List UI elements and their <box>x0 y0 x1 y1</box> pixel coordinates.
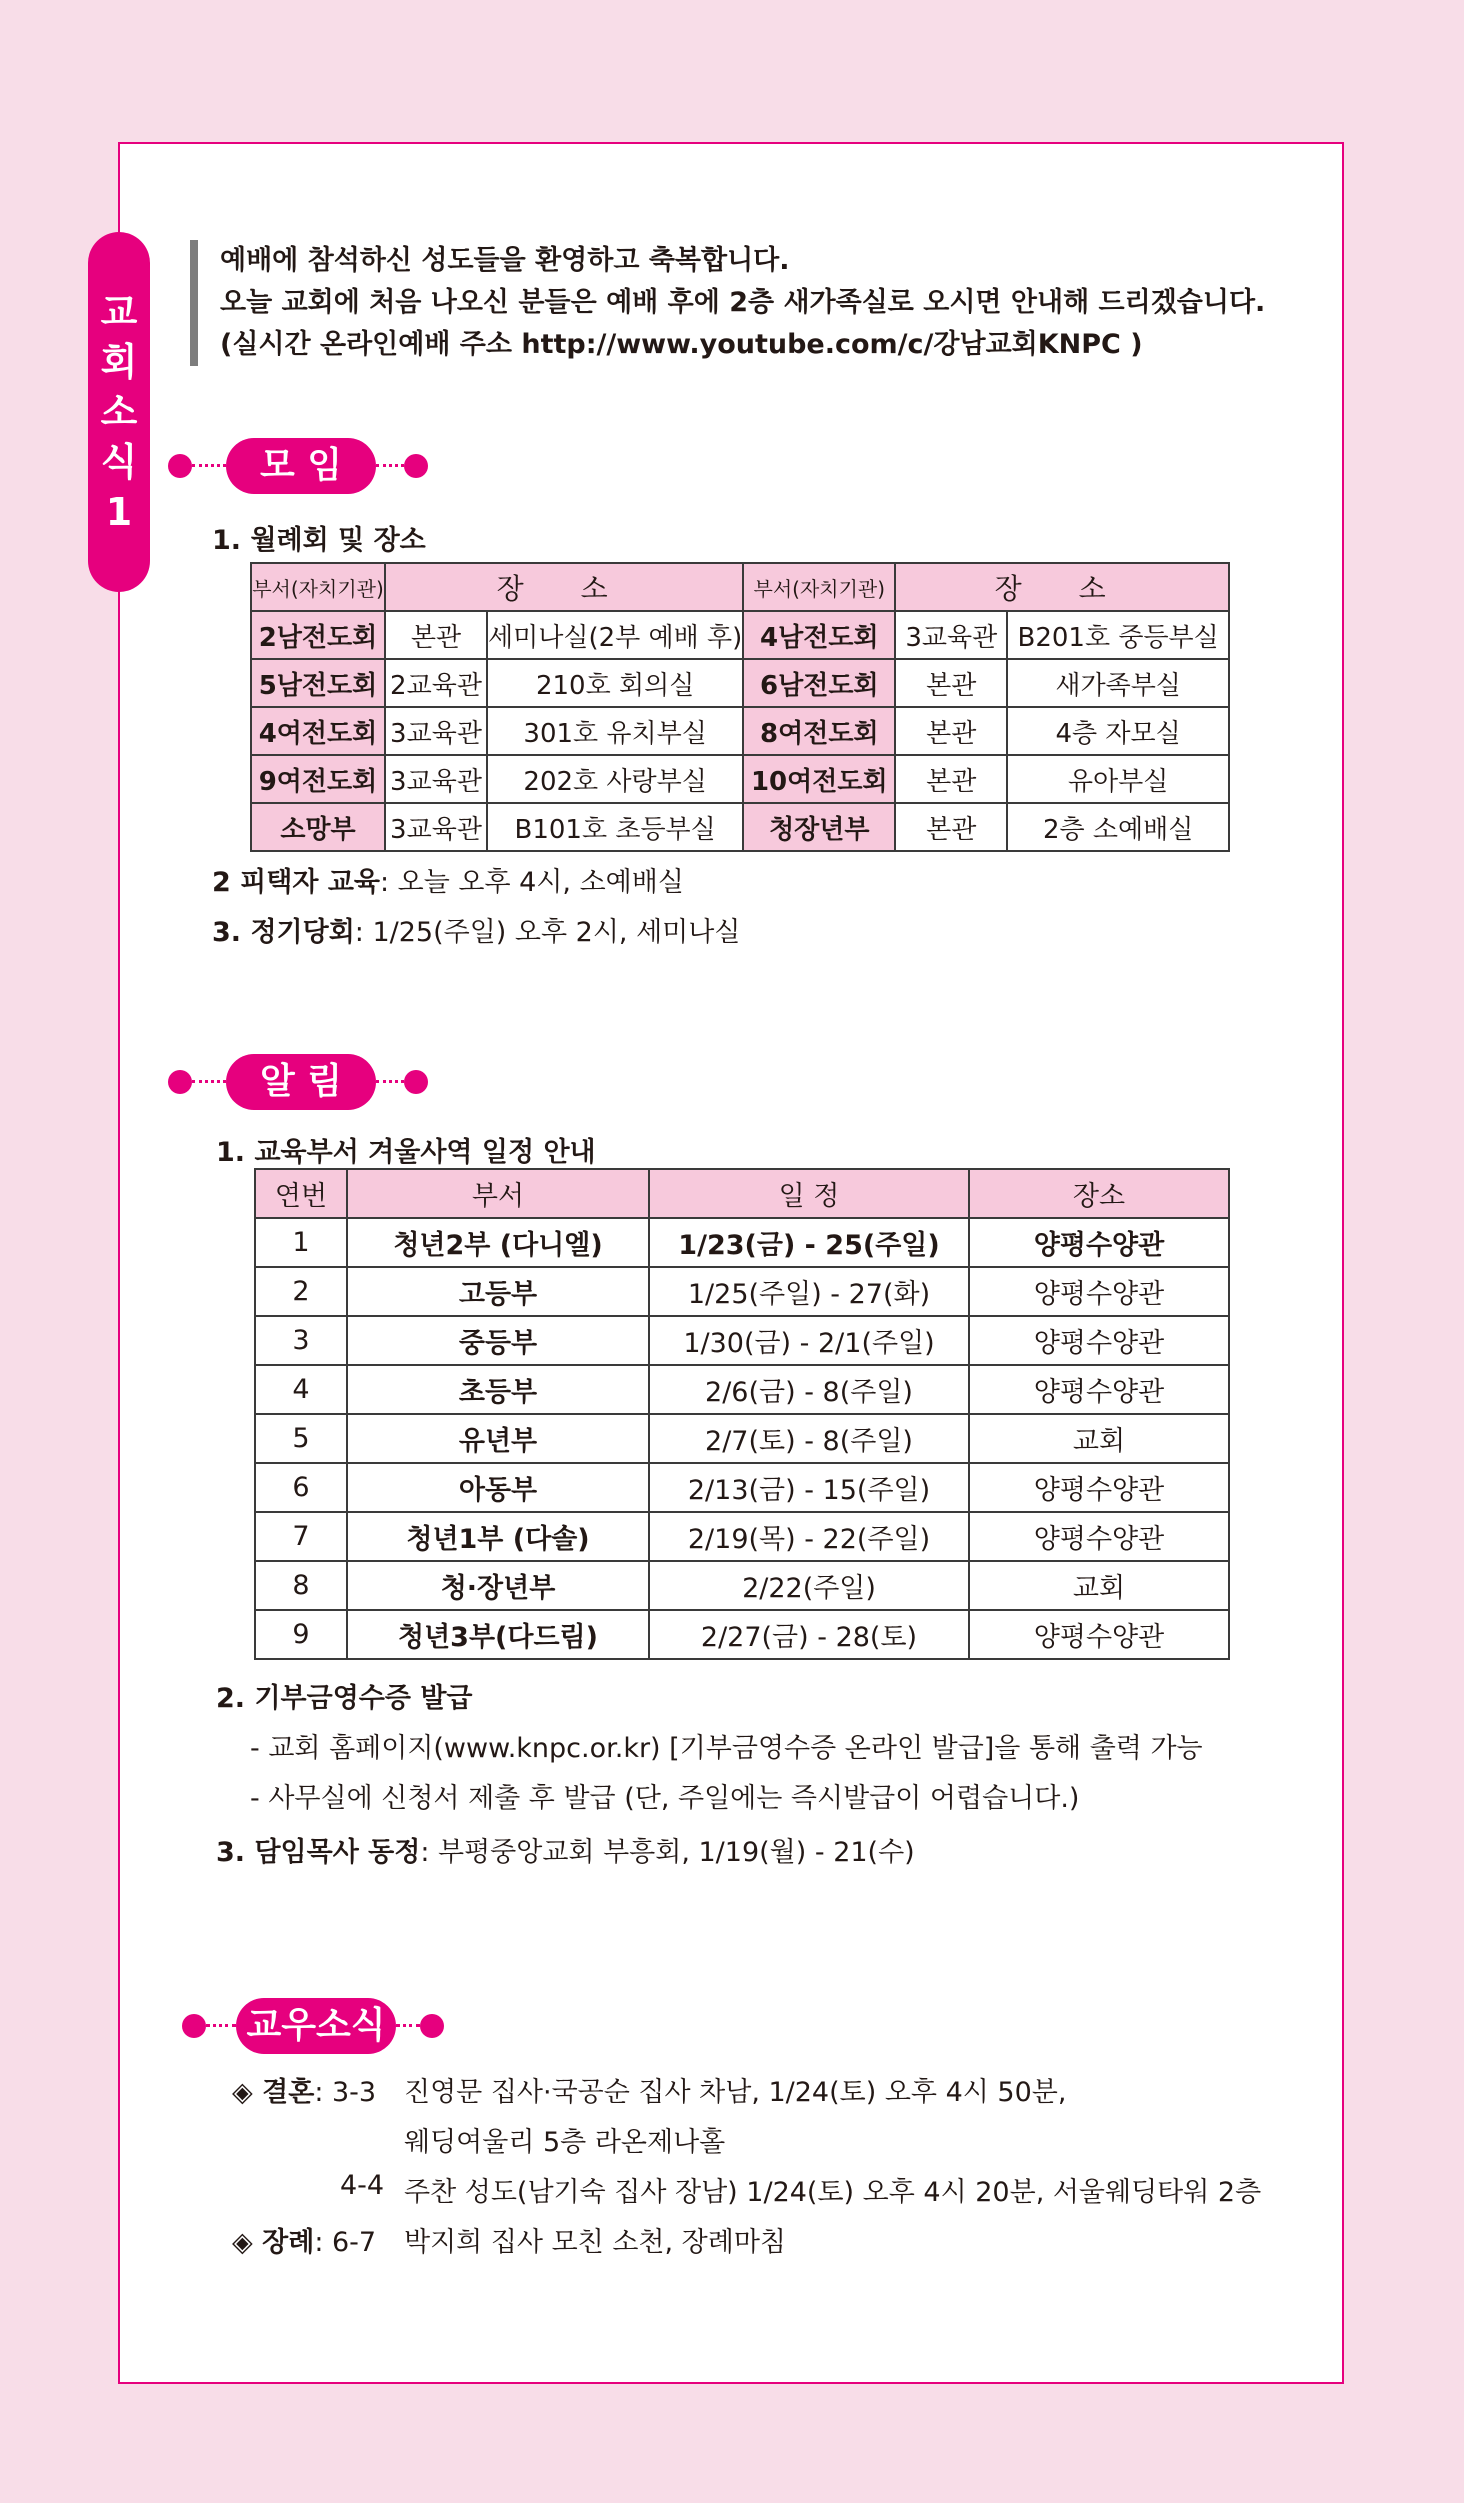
dept-cell: 소망부 <box>251 803 385 851</box>
schedule-cell: 2/7(토) - 8(주일) <box>649 1414 969 1463</box>
session-meeting-label: 3. 정기당회 <box>212 917 355 948</box>
notices-header <box>168 1054 430 1110</box>
room-cell: B201호 중등부실 <box>1007 611 1229 659</box>
room-cell: 2층 소예배실 <box>1007 803 1229 851</box>
number-cell: 7 <box>255 1512 347 1561</box>
funeral-text: 박지희 집사 모친 소천, 장례마침 <box>404 2227 786 2258</box>
department-cell: 고등부 <box>347 1267 649 1316</box>
header-dot <box>168 1070 192 1094</box>
building-cell: 본관 <box>895 659 1007 707</box>
table-row <box>251 707 1229 755</box>
schedule-cell: 2/27(금) - 28(토) <box>649 1610 969 1659</box>
table-row <box>255 1561 1229 1610</box>
col-schedule: 일 정 <box>649 1169 969 1218</box>
header-dash <box>192 1080 226 1083</box>
department-cell: 청년2부 (다니엘) <box>347 1218 649 1267</box>
dept-cell: 5남전도회 <box>251 659 385 707</box>
dept-cell: 6남전도회 <box>743 659 895 707</box>
header-dash <box>206 2024 236 2027</box>
wedding-label-text: ◈ 결혼 <box>232 2077 315 2108</box>
session-meeting-text: : 1/25(주일) 오후 2시, 세미나실 <box>354 917 741 948</box>
number-cell: 6 <box>255 1463 347 1512</box>
pastor-news-label: 3. 담임목사 동정 <box>216 1837 421 1868</box>
col-dept: 부서(자치기관) <box>743 563 895 611</box>
schedule-cell: 1/23(금) - 25(주일) <box>649 1218 969 1267</box>
building-cell: 본관 <box>895 707 1007 755</box>
meetings-title: 모 임 <box>226 438 376 494</box>
building-cell: 3교육관 <box>385 803 487 851</box>
room-cell: 세미나실(2부 예배 후) <box>487 611 743 659</box>
building-cell: 2교육관 <box>385 659 487 707</box>
room-cell: 202호 사랑부실 <box>487 755 743 803</box>
department-cell: 청년3부(다드림) <box>347 1610 649 1659</box>
location-cell: 양평수양관 <box>969 1610 1229 1659</box>
dept-cell: 4남전도회 <box>743 611 895 659</box>
header-dot <box>404 454 428 478</box>
wedding-text: 웨딩여울리 5층 라온제나홀 <box>404 2127 726 2158</box>
elder-training-text: : 오늘 오후 4시, 소예배실 <box>380 867 684 898</box>
dept-cell: 청장년부 <box>743 803 895 851</box>
dept-cell: 10여전도회 <box>743 755 895 803</box>
department-cell: 초등부 <box>347 1365 649 1414</box>
dept-cell: 8여전도회 <box>743 707 895 755</box>
room-cell: 301호 유치부실 <box>487 707 743 755</box>
table-row <box>255 1316 1229 1365</box>
wedding-label <box>232 2070 376 2109</box>
header-dot <box>168 454 192 478</box>
room-cell: 유아부실 <box>1007 755 1229 803</box>
building-cell: 3교육관 <box>895 611 1007 659</box>
side-tab-char: 1 <box>105 490 133 534</box>
header-dash <box>192 464 226 467</box>
table-row <box>251 611 1229 659</box>
number-cell: 5 <box>255 1414 347 1463</box>
header-dot <box>404 1070 428 1094</box>
building-cell: 3교육관 <box>385 707 487 755</box>
donation-receipt-line: - 교회 홈페이지(www.knpc.or.kr) [기부금영수증 온라인 발급]을 통해 출력 가능 <box>250 1733 1203 1764</box>
table-row <box>251 803 1229 851</box>
header-dot <box>182 2014 206 2038</box>
location-cell: 양평수양관 <box>969 1463 1229 1512</box>
meetings-header <box>168 438 430 494</box>
location-cell: 양평수양관 <box>969 1316 1229 1365</box>
schedule-cell: 2/13(금) - 15(주일) <box>649 1463 969 1512</box>
building-cell: 본관 <box>895 803 1007 851</box>
table-row <box>255 1218 1229 1267</box>
department-cell: 중등부 <box>347 1316 649 1365</box>
table-row <box>255 1365 1229 1414</box>
header-dot <box>420 2014 444 2038</box>
wedding-code: 4-4 <box>340 2170 385 2201</box>
meeting-place-table <box>250 562 1230 852</box>
schedule-cell: 2/6(금) - 8(주일) <box>649 1365 969 1414</box>
wedding-code: : 3-3 <box>314 2077 377 2108</box>
donation-receipt-heading: 2. 기부금영수증 발급 <box>216 1683 473 1714</box>
table-row <box>255 1610 1229 1659</box>
wedding-text: 주찬 성도(남기숙 집사 장남) 1/24(토) 오후 4시 20분, 서울웨딩타워 2층 <box>404 2177 1262 2208</box>
intro-line: 오늘 교회에 처음 나오신 분들은 예배 후에 2층 새가족실로 오시면 안내해 드리겠습니다. <box>220 287 1266 318</box>
number-cell: 9 <box>255 1610 347 1659</box>
table-row <box>255 1463 1229 1512</box>
wedding-text: 진영문 집사·국공순 집사 차남, 1/24(토) 오후 4시 50분, <box>404 2077 1067 2108</box>
room-cell: 210호 회의실 <box>487 659 743 707</box>
room-cell: 4층 자모실 <box>1007 707 1229 755</box>
col-dept: 부서(자치기관) <box>251 563 385 611</box>
number-cell: 8 <box>255 1561 347 1610</box>
side-tab-char: 교 <box>100 290 138 334</box>
members-news-title: 교우소식 <box>236 1998 396 2054</box>
side-tab-char: 식 <box>100 440 138 484</box>
dept-cell: 2남전도회 <box>251 611 385 659</box>
winter-schedule-heading: 1. 교육부서 겨울사역 일정 안내 <box>216 1137 596 1168</box>
side-tab-char: 회 <box>100 340 138 384</box>
number-cell: 4 <box>255 1365 347 1414</box>
table-header-row <box>251 563 1229 611</box>
department-cell: 청년1부 (다솔) <box>347 1512 649 1561</box>
table-row <box>251 659 1229 707</box>
department-cell: 청·장년부 <box>347 1561 649 1610</box>
location-cell: 양평수양관 <box>969 1512 1229 1561</box>
funeral-code: : 6-7 <box>314 2227 377 2258</box>
table-row <box>255 1512 1229 1561</box>
header-dash <box>376 1080 404 1083</box>
section-side-tab <box>88 232 150 592</box>
monthly-meeting-heading: 1. 월례회 및 장소 <box>212 525 426 556</box>
pastor-news-text: : 부평중앙교회 부흥회, 1/19(월) - 21(수) <box>420 1837 915 1868</box>
location-cell: 교회 <box>969 1414 1229 1463</box>
schedule-cell: 1/30(금) - 2/1(주일) <box>649 1316 969 1365</box>
winter-schedule-table <box>254 1168 1230 1660</box>
col-number: 연번 <box>255 1169 347 1218</box>
building-cell: 본관 <box>385 611 487 659</box>
building-cell: 본관 <box>895 755 1007 803</box>
funeral-label-text: ◈ 장례 <box>232 2227 315 2258</box>
welcome-intro <box>190 240 1280 366</box>
schedule-cell: 1/25(주일) - 27(화) <box>649 1267 969 1316</box>
col-department: 부서 <box>347 1169 649 1218</box>
table-header-row <box>255 1169 1229 1218</box>
building-cell: 3교육관 <box>385 755 487 803</box>
dept-cell: 9여전도회 <box>251 755 385 803</box>
header-dash <box>376 464 404 467</box>
members-news-header <box>182 1998 444 2054</box>
location-cell: 교회 <box>969 1561 1229 1610</box>
table-row <box>251 755 1229 803</box>
intro-line: 예배에 참석하신 성도들을 환영하고 축복합니다. <box>220 245 790 276</box>
elder-training-line <box>212 860 684 899</box>
col-place: 장 소 <box>385 563 743 611</box>
location-cell: 양평수양관 <box>969 1365 1229 1414</box>
number-cell: 1 <box>255 1218 347 1267</box>
session-meeting-line <box>212 910 740 949</box>
col-location: 장소 <box>969 1169 1229 1218</box>
room-cell: 새가족부실 <box>1007 659 1229 707</box>
number-cell: 3 <box>255 1316 347 1365</box>
funeral-label <box>232 2220 376 2259</box>
donation-receipt-line: - 사무실에 신청서 제출 후 발급 (단, 주일에는 즉시발급이 어렵습니다.) <box>250 1783 1080 1814</box>
dept-cell: 4여전도회 <box>251 707 385 755</box>
location-cell: 양평수양관 <box>969 1218 1229 1267</box>
schedule-cell: 2/22(주일) <box>649 1561 969 1610</box>
room-cell: B101호 초등부실 <box>487 803 743 851</box>
intro-line: (실시간 온라인예배 주소 http://www.youtube.com/c/강남교회KNPC ) <box>220 329 1143 360</box>
department-cell: 유년부 <box>347 1414 649 1463</box>
notices-title: 알 림 <box>226 1054 376 1110</box>
side-tab-char: 소 <box>100 390 138 434</box>
department-cell: 아동부 <box>347 1463 649 1512</box>
location-cell: 양평수양관 <box>969 1267 1229 1316</box>
pastor-news-line <box>216 1830 915 1869</box>
number-cell: 2 <box>255 1267 347 1316</box>
elder-training-label: 2 피택자 교육 <box>212 867 380 898</box>
schedule-cell: 2/19(목) - 22(주일) <box>649 1512 969 1561</box>
col-place: 장 소 <box>895 563 1229 611</box>
header-dash <box>396 2024 420 2027</box>
table-row <box>255 1267 1229 1316</box>
table-row <box>255 1414 1229 1463</box>
